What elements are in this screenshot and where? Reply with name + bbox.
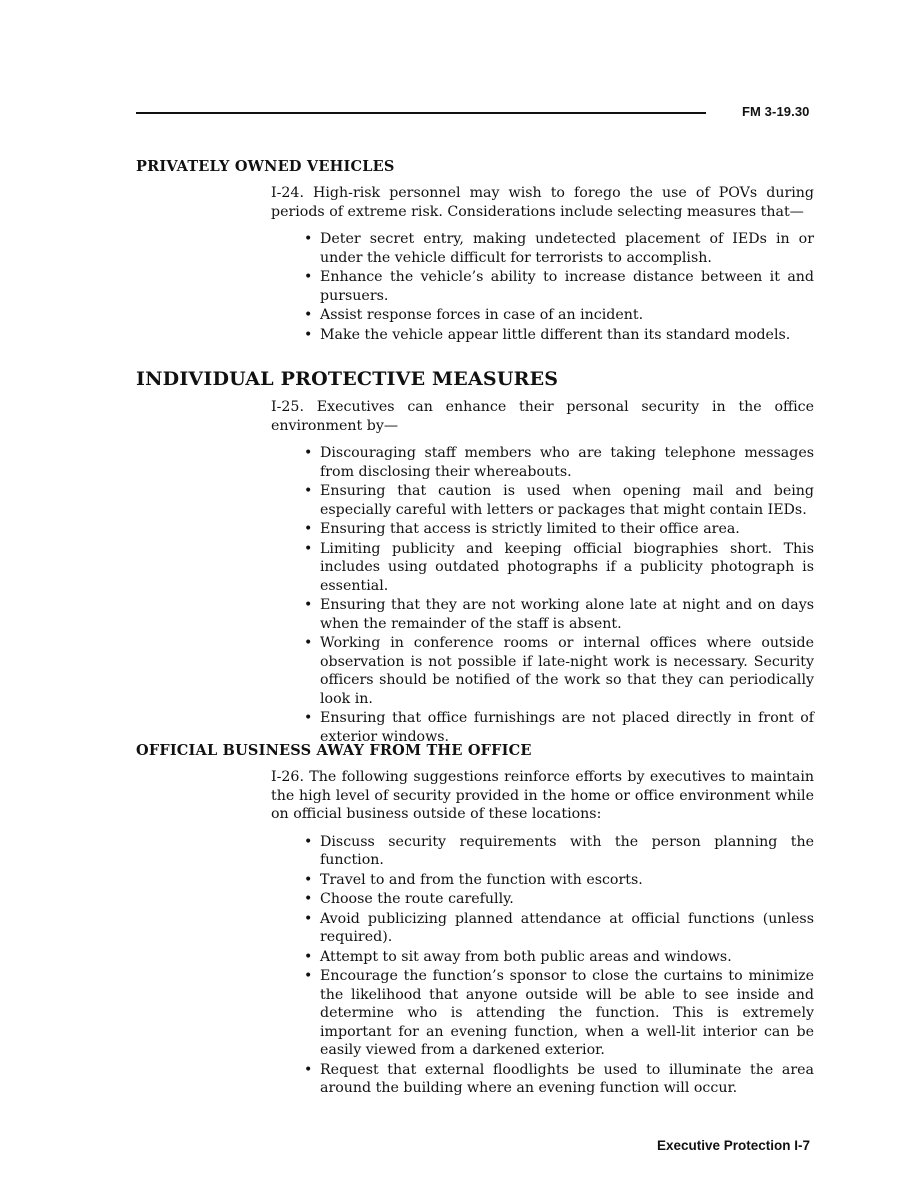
bullet-icon: • bbox=[304, 540, 313, 557]
bullet-icon: • bbox=[304, 635, 313, 651]
list-item: • Limiting publicity and keeping official biographies short. This includes using outdated photographs if a publicity photograph is essential. bbox=[304, 540, 814, 594]
section-privately-owned-vehicles bbox=[136, 158, 816, 345]
list-item: • Working in conference rooms or internal offices where outside observation is not possible if late-night work is necessary. Security officers should be notified of the work so that they can periodically look in. bbox=[304, 635, 814, 707]
paragraph-i-26: I-26. The following suggestions reinforce efforts by executives to maintain the high level of security provided in the home or office environment while on official business outside of these locations: bbox=[271, 769, 814, 822]
list-item: • Request that external floodlights be used to illuminate the area around the building where an evening function will occur. bbox=[304, 1061, 814, 1096]
section-individual-protective-measures bbox=[136, 368, 816, 747]
document-id: FM 3-19.30 bbox=[742, 104, 810, 119]
list-item: • Ensuring that they are not working alone late at night and on days when the remainder of the staff is absent. bbox=[304, 597, 814, 632]
bullet-icon: • bbox=[304, 710, 313, 726]
page-footer: Executive Protection I-7 bbox=[657, 1138, 811, 1153]
section-official-business bbox=[136, 742, 816, 1099]
bullet-list bbox=[304, 230, 814, 344]
section-heading: PRIVATELY OWNED VEHICLES bbox=[136, 158, 395, 175]
list-item: • Enhance the vehicle’s ability to increase distance between it and pursuers. bbox=[304, 269, 814, 304]
bullet-list bbox=[304, 833, 814, 1098]
list-item: • Make the vehicle appear little different than its standard models. bbox=[304, 326, 791, 343]
list-item: • Encourage the function’s sponsor to close the curtains to minimize the likelihood that anyone outside will be able to see inside and determine who is attending the function. This is extremely important for an evening function, when a well-lit interior can be easily viewed from a darkened exterior. bbox=[304, 968, 814, 1058]
list-item: • Ensuring that access is strictly limited to their office area. bbox=[304, 521, 740, 537]
bullet-icon: • bbox=[304, 910, 313, 927]
list-item: • Avoid publicizing planned attendance at official functions (unless required). bbox=[304, 910, 814, 945]
list-item: • Assist response forces in case of an incident. bbox=[304, 307, 644, 323]
paragraph-i-24: I-24. High-risk personnel may wish to forego the use of POVs during periods of extreme risk. Considerations include selecting measures that— bbox=[271, 185, 814, 220]
bullet-icon: • bbox=[304, 891, 313, 907]
bullet-icon: • bbox=[304, 445, 313, 461]
list-item: • Discuss security requirements with the person planning the function. bbox=[304, 833, 814, 868]
bullet-icon: • bbox=[304, 1061, 313, 1078]
bullet-icon: • bbox=[304, 326, 313, 343]
bullet-list bbox=[304, 444, 814, 746]
list-item: • Choose the route carefully. bbox=[304, 891, 514, 907]
bullet-icon: • bbox=[304, 833, 313, 850]
list-item: • Travel to and from the function with escorts. bbox=[304, 871, 643, 888]
list-item: • Attempt to sit away from both public areas and windows. bbox=[304, 948, 732, 965]
section-heading: INDIVIDUAL PROTECTIVE MEASURES bbox=[136, 368, 559, 390]
bullet-icon: • bbox=[304, 968, 313, 984]
bullet-icon: • bbox=[304, 871, 313, 888]
header-rule bbox=[136, 112, 706, 114]
list-item: • Ensuring that caution is used when opening mail and being especially careful with letters or packages that might contain IEDs. bbox=[304, 483, 814, 518]
bullet-icon: • bbox=[304, 307, 313, 323]
bullet-icon: • bbox=[304, 948, 313, 965]
bullet-icon: • bbox=[304, 269, 313, 285]
bullet-icon: • bbox=[304, 483, 313, 499]
bullet-icon: • bbox=[304, 521, 313, 537]
list-item: • Discouraging staff members who are taking telephone messages from disclosing their whereabouts. bbox=[304, 445, 814, 480]
bullet-icon: • bbox=[304, 597, 313, 613]
paragraph-i-25: I-25. Executives can enhance their personal security in the office environment by— bbox=[271, 399, 814, 434]
list-item: • Deter secret entry, making undetected placement of IEDs in or under the vehicle difficult for terrorists to accomplish. bbox=[304, 231, 814, 266]
section-heading: OFFICIAL BUSINESS AWAY FROM THE OFFICE bbox=[136, 742, 532, 759]
list-item: • Ensuring that office furnishings are not placed directly in front of exterior windows. bbox=[304, 710, 814, 745]
bullet-icon: • bbox=[304, 231, 313, 247]
